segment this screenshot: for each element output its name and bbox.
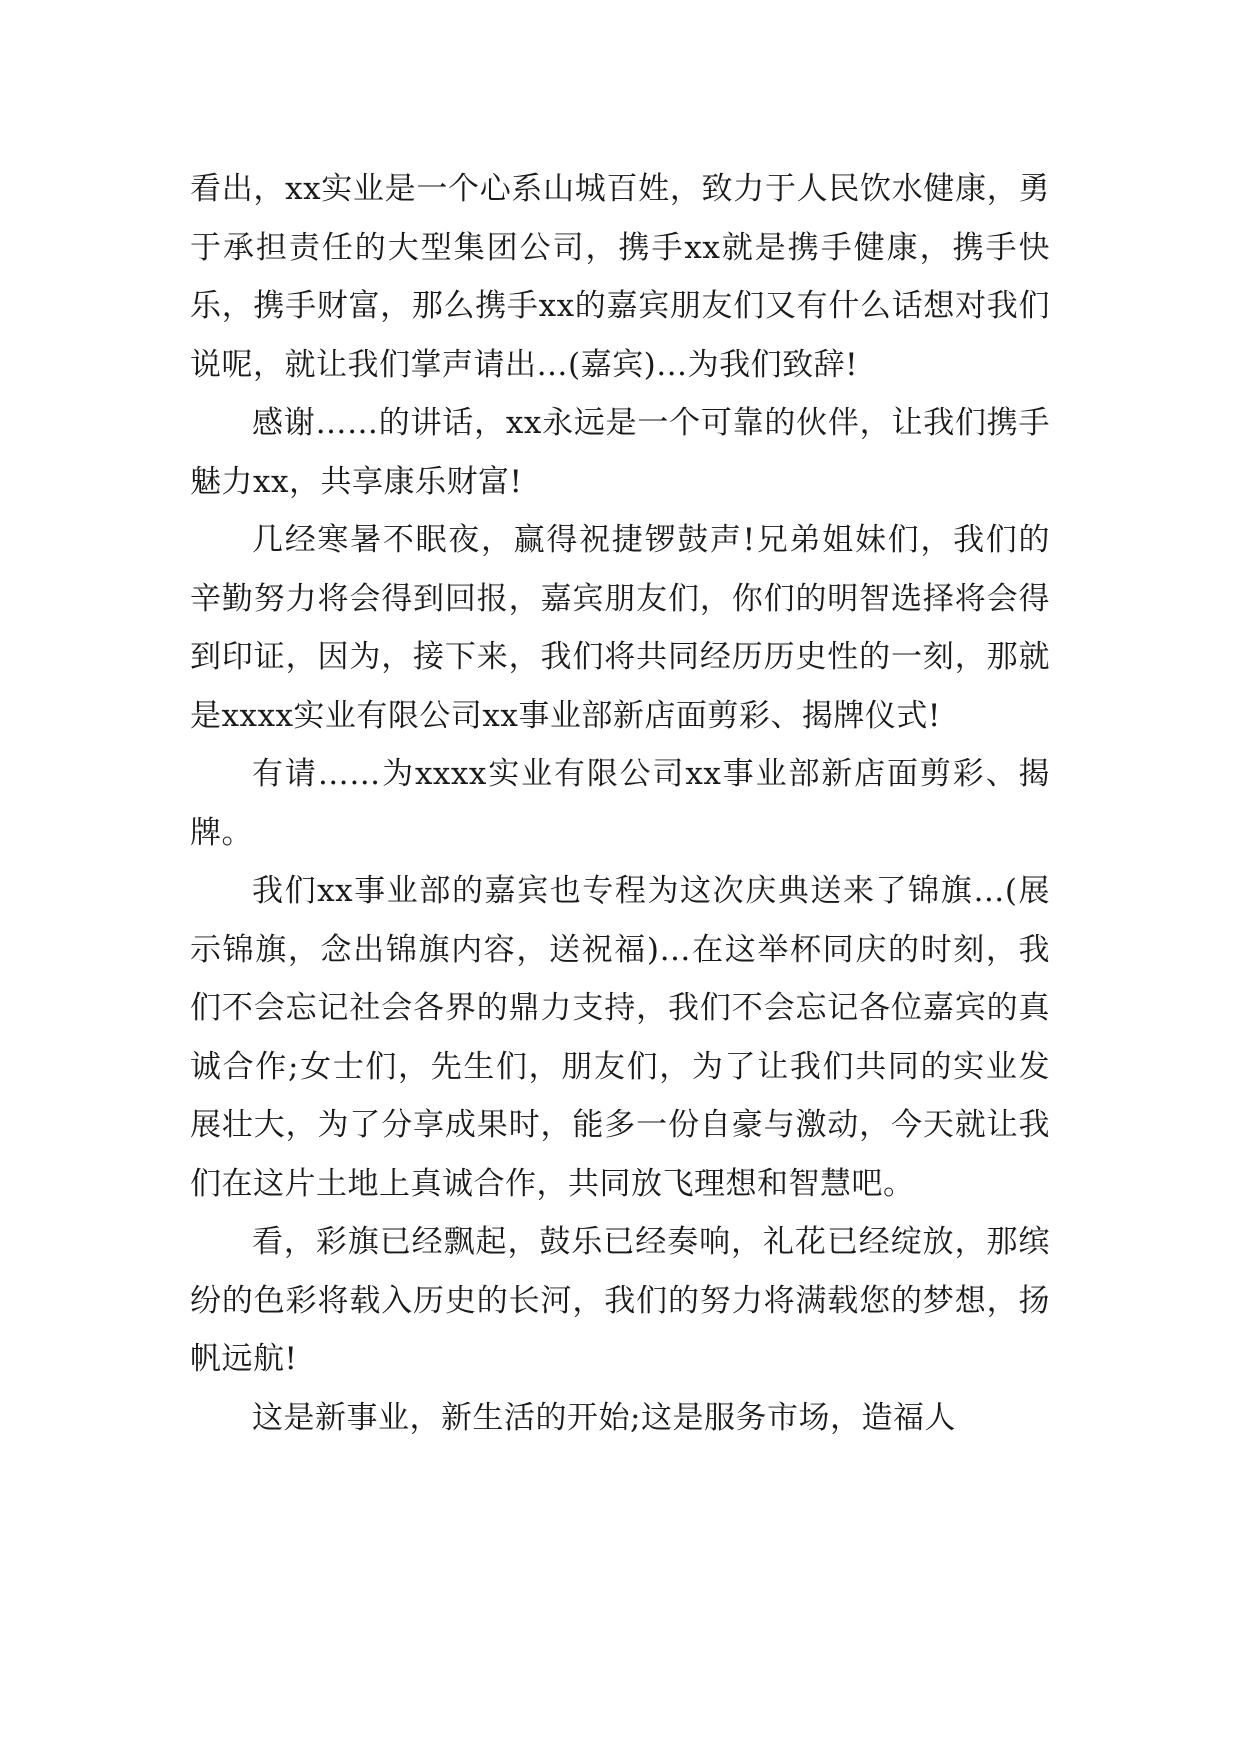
document-body xyxy=(190,160,1050,1447)
paragraph-4: 有请……为xxxx实业有限公司xx事业部新店面剪彩、揭牌。 xyxy=(190,756,1050,851)
paragraph-5: 我们xx事业部的嘉宾也专程为这次庆典送来了锦旗…(展示锦旗，念出锦旗内容，送祝福)…在这举杯同庆的时刻，我们不会忘记社会各界的鼎力支持，我们不会忘记各位嘉宾的真诚合作;女士们，先生们，朋友们，为了让我们共同的实业发展壮大，为了分享成果时，能多一份自豪与激动，今天就让我们在这片土地上真诚合作，共同放飞理想和智慧吧。 xyxy=(190,873,1050,1202)
paragraph-7: 这是新事业，新生活的开始;这是服务市场，造福人 xyxy=(252,1399,956,1436)
paragraph-2: 感谢……的讲话，xx永远是一个可靠的伙伴，让我们携手魅力xx，共享康乐财富! xyxy=(190,405,1050,500)
paragraph-6: 看，彩旗已经飘起，鼓乐已经奏响，礼花已经绽放，那缤纷的色彩将载入历史的长河，我们的努力将满载您的梦想，扬帆远航! xyxy=(190,1224,1050,1377)
paragraph-1: 看出，xx实业是一个心系山城百姓，致力于人民饮水健康，勇于承担责任的大型集团公司，携手xx就是携手健康，携手快乐，携手财富，那么携手xx的嘉宾朋友们又有什么话想对我们说呢，就让我们掌声请出…(嘉宾)…为我们致辞! xyxy=(190,171,1050,383)
paragraph-3: 几经寒暑不眠夜，赢得祝捷锣鼓声!兄弟姐妹们，我们的辛勤努力将会得到回报，嘉宾朋友们，你们的明智选择将会得到印证，因为，接下来，我们将共同经历历史性的一刻，那就是xxxx实业有限公司xx事业部新店面剪彩、揭牌仪式! xyxy=(190,522,1050,734)
